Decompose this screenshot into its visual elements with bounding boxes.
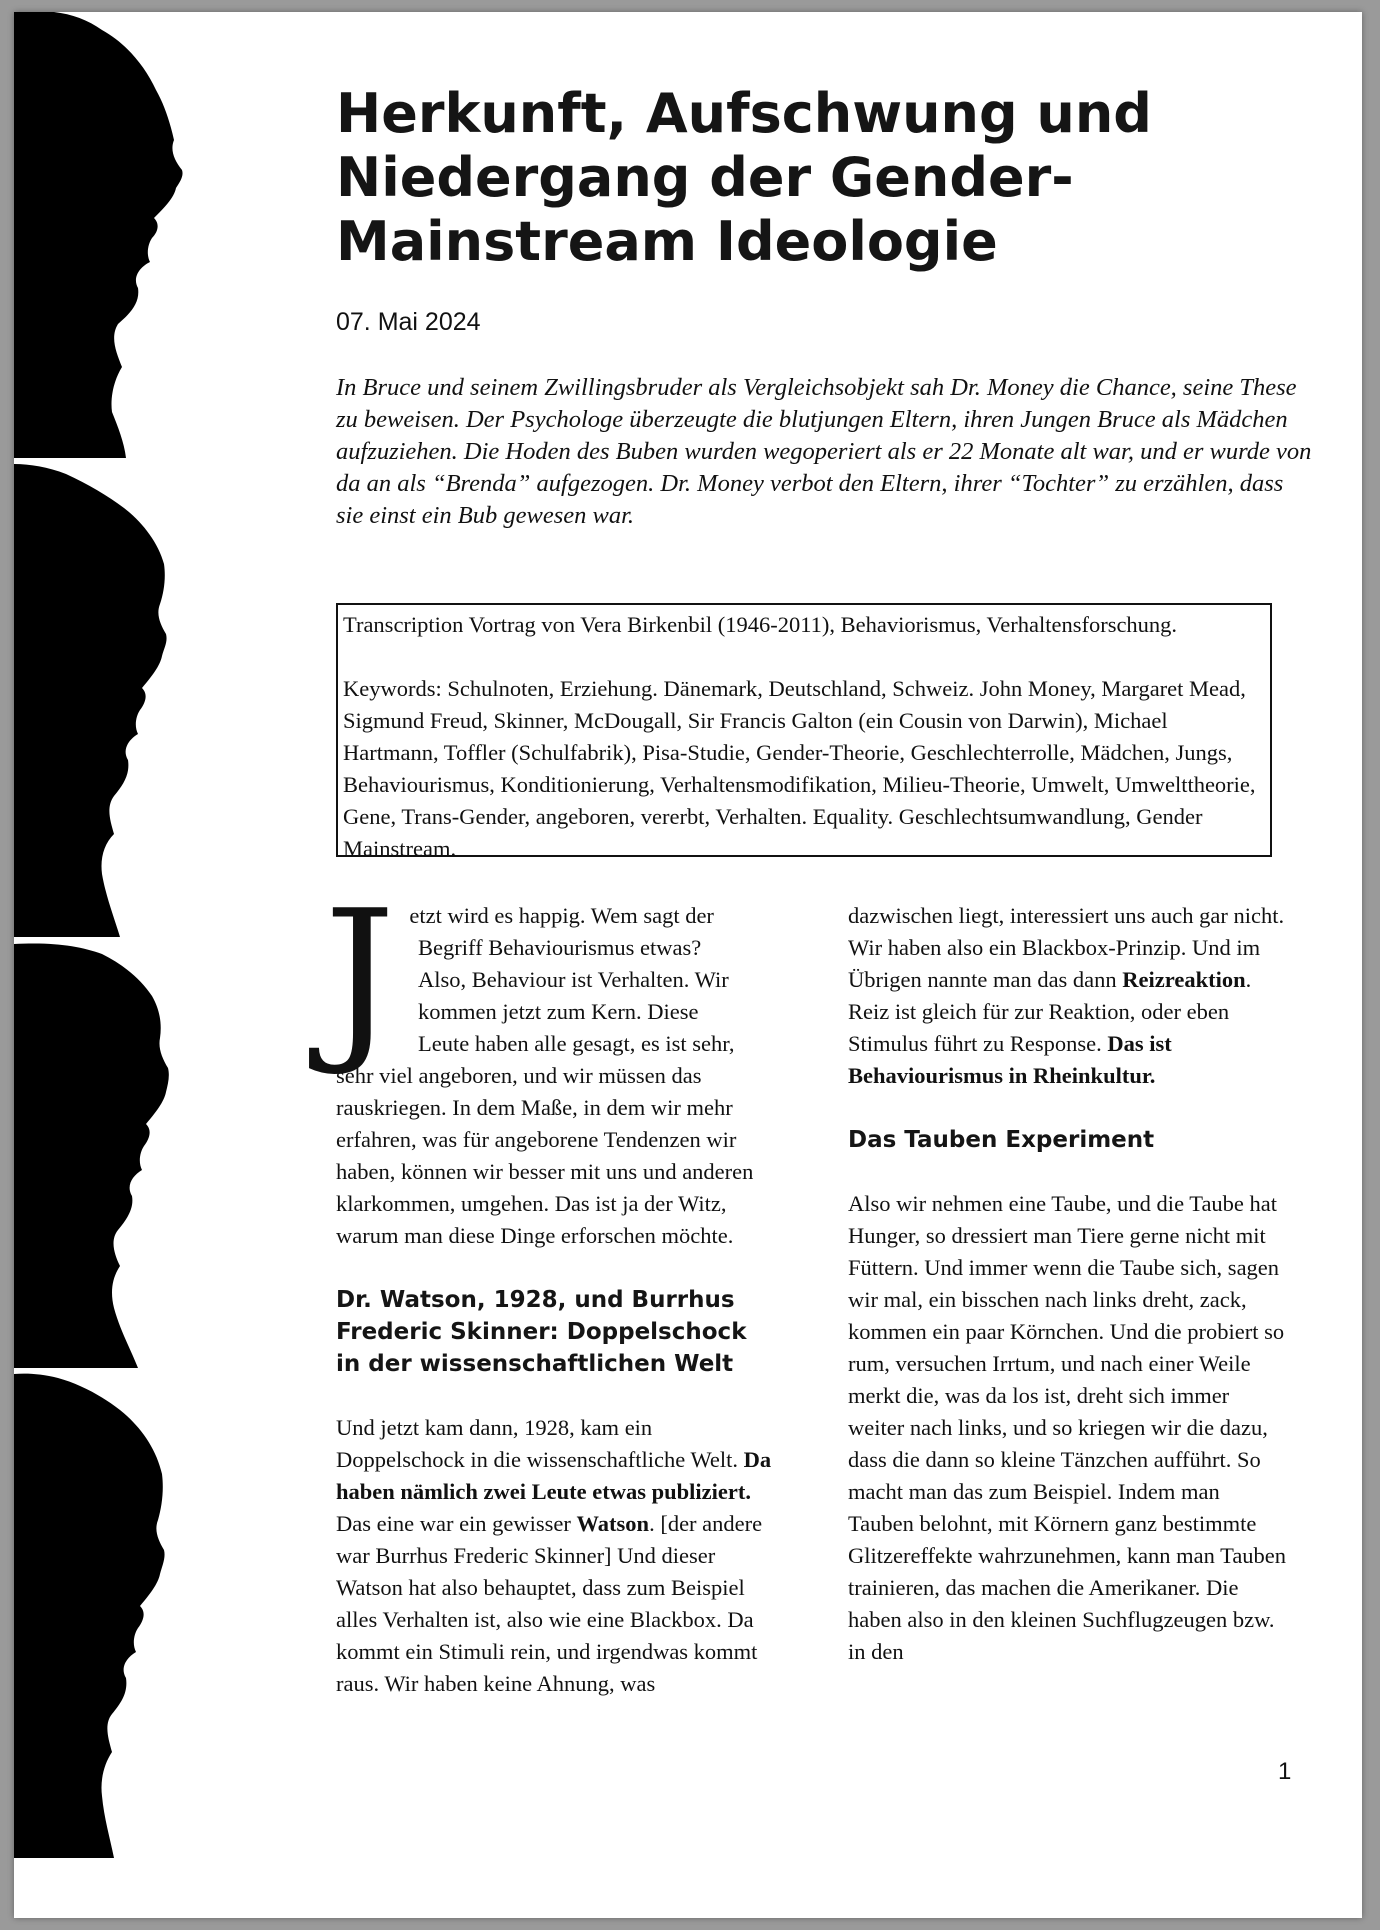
section-heading-watson: Dr. Watson, 1928, und Burrhus Frederic Skinner: Doppelschock in der wissenschaftlichen Welt: [336, 1287, 747, 1377]
tauben-paragraph: Also wir nehmen eine Taube, und die Taube hat Hunger, so dressiert man Tiere gerne nicht mit Füttern. Und immer wenn die Taube sich, sagen wir mal, ein bisschen nach links dreht, zack, kommen ein paar Körnchen. Und die probiert so rum, versuchen Irrtum, und nach einer Weile merkt die, was da los ist, dreht sich immer weiter nach links, und so kriegen wir die dazu, dass die dann so kleine Tänzchen aufführt. So macht man das zum Beispiel. Indem man Tauben belohnt, mit Körnern ganz bestimmte Glitzereffekte wahrzunehmen, kann man Tauben trainieren, das machen die Amerikaner. Die haben also in den kleinen Suchflugzeugen bzw. in den: [848, 1191, 1287, 1664]
silhouette-head-1: [14, 12, 183, 458]
watson-paragraph: [336, 1412, 776, 1700]
keywords-box: [336, 603, 1272, 861]
blackbox-text-2: . Reiz ist gleich für zur Reaktion, oder eben Stimulus führt zu Response.: [848, 967, 1252, 1056]
blackbox-bold-2: Das ist Behaviourismus in Rheinkultur.: [848, 1031, 1172, 1088]
para1-line-2: Begriff Behaviourismus etwas?: [418, 935, 702, 960]
silhouette-head-2: [14, 464, 167, 937]
intro-paragraph: In Bruce und seinem Zwillingsbruder als Vergleichsobjekt sah Dr. Money die Chance, seine These zu beweisen. Der Psychologe überzeugte die blutjungen Eltern, ihren Jungen Bruce als Mädchen aufzuziehen. Die Hoden des Buben wurden wegoperiert als er 22 Monate alt war, und er wurde von da an als “Brenda” aufgezogen. Dr. Money verbot den Eltern, ihrer “Tochter” zu erzählen, dass sie einst ein Bub gewesen war.: [336, 374, 1312, 529]
transcription-note: Transcription Vortrag von Vera Birkenbil (1946-2011), Behaviorismus, Verhaltensforschung.: [343, 612, 1178, 637]
first-paragraph: [324, 872, 776, 1252]
watson-text-1: Und jetzt kam dann, 1928, kam ein Doppelschock in die wissenschaftliche Welt.: [336, 1415, 744, 1472]
silhouette-profiles-decoration: [14, 12, 244, 1918]
watson-bold-2: Watson: [576, 1511, 650, 1536]
para1-line-5: Leute haben alle gesagt, es ist sehr,: [418, 1031, 735, 1056]
watson-text-2: Das eine war ein gewisser: [336, 1511, 577, 1536]
blackbox-paragraph: [848, 900, 1288, 1092]
watson-text-3: . [der andere war Burrhus Frederic Skinner] Und dieser Watson hat also behauptet, dass zum Beispiel alles Verhalten ist, also wie eine Blackbox. Da kommt ein Stimuli rein, und irgendwas kommt raus. Wir haben keine Ahnung, was: [336, 1511, 763, 1696]
section-heading-tauben: Das Tauben Experiment: [848, 1127, 1155, 1153]
right-column: [848, 900, 1288, 1668]
page-number: 1: [1278, 1758, 1292, 1785]
keywords-list: Keywords: Schulnoten, Erziehung. Dänemark, Deutschland, Schweiz. John Money, Margaret Mead, Sigmund Freud, Skinner, McDougall, Sir Francis Galton (ein Cousin von Darwin), Michael Hartmann, Toffler (Schulfabrik), Pisa-Studie, Gender-Theorie, Geschlechterrolle, Mädchen, Jungs, Behaviourismus, Konditionierung, Verhaltensmodifikation, Milieu-Theorie, Umwelt, Umwelttheorie, Gene, Trans-Gender, angeboren, vererbt, Verhalten. Equality. Geschlechtsumwandlung, Gender Mainstream.: [343, 676, 1256, 861]
blackbox-text-1: dazwischen liegt, interessiert uns auch gar nicht. Wir haben also ein Blackbox-Prinzip. Und im Übrigen nannte man das dann: [848, 903, 1285, 992]
silhouette-head-4: [14, 1374, 165, 1858]
para1-line-1: etzt wird es happig. Wem sagt der: [409, 903, 714, 928]
para1-line-3: Also, Behaviour ist Verhalten. Wir: [418, 967, 729, 992]
blackbox-bold-1: Reizreaktion: [1122, 967, 1246, 992]
para1-continuation: sehr viel angeboren, und wir müssen das rauskriegen. In dem Maße, in dem wir mehr erfahren, was für angeborene Tendenzen wir haben, können wir besser mit uns und anderen klarkommen, umgehen. Das ist ja der Witz, warum man diese Dinge erforschen möchte.: [336, 1063, 754, 1248]
publication-date: 07. Mai 2024: [336, 308, 481, 336]
article-title: Herkunft, Aufschwung und Niedergang der Gender-Mainstream Ideologie: [336, 82, 1152, 273]
para1-line-4: kommen jetzt zum Kern. Diese: [418, 999, 699, 1024]
watson-bold-1: Da haben nämlich zwei Leute etwas publiziert.: [336, 1447, 772, 1504]
left-column: [324, 872, 776, 1700]
document-page: [14, 12, 1362, 1918]
silhouette-head-3: [14, 943, 169, 1368]
drop-cap: J: [324, 872, 396, 1079]
